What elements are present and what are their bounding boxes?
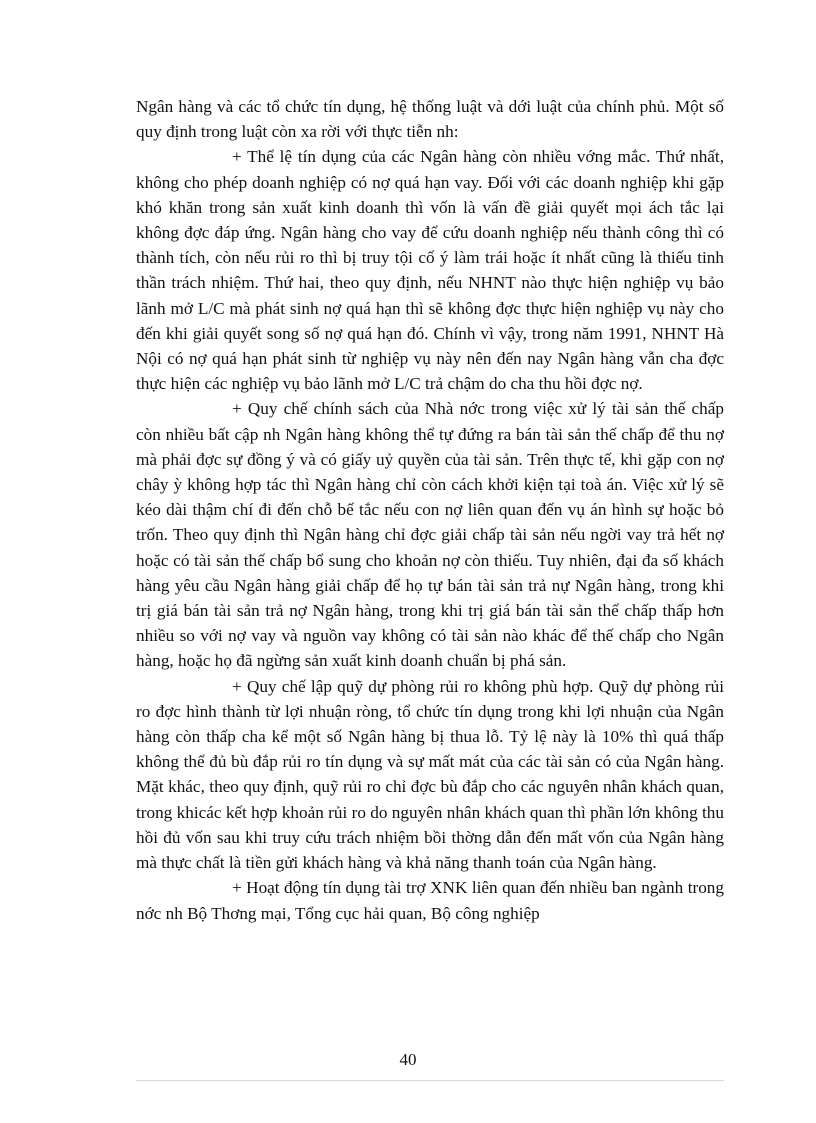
- paragraph-risk-reserve-fund: + Quy chế lập quỹ dự phòng rủi ro không phù hợp. Quỹ dự phòng rủi ro đợc hình thành từ lợi nhuận ròng, tổ chức tín dụng trong khi lợi nhuận của Ngân hàng còn thấp cha kể một số Ngân hàng bị thua lỗ. Tỷ lệ này là 10% thì quá thấp không thể đủ bù đắp rủi ro tín dụng và sự mất mát của các tài sản có của Ngân hàng. Mặt khác, theo quy định, quỹ rủi ro chỉ đợc bù đắp cho các nguyên nhân khách quan, trong khicác kết hợp khoản rủi ro do nguyên nhân khách quan thì phần lớn không thu hồi đủ vốn sau khi truy cứu trách nhiệm bồi thờng dẫn đến mất vốn của Ngân hàng mà thực chất là tiền gửi khách hàng và khả năng thanh toán của Ngân hàng.: [136, 676, 724, 873]
- body-text: [136, 94, 724, 926]
- paragraph-continuation: Ngân hàng và các tổ chức tín dụng, hệ thống luật và dới luật của chính phủ. Một số quy định trong luật còn xa rời với thực tiễn nh:: [136, 97, 724, 142]
- page-number: 40: [399, 1050, 417, 1069]
- paragraph-credit-regulations: + Thể lệ tín dụng của các Ngân hàng còn nhiều vớng mắc. Thứ nhất, không cho phép doanh nghiệp có nợ quá hạn vay. Đối với các doanh nghiệp khi gặp khó khăn trong sản xuất kinh doanh thì vốn là vấn đề giải quyết mọi ách tắc lại không đợc đáp ứng. Ngân hàng cho vay để cứu doanh nghiệp nếu thành công thì có thành tích, còn nếu rủi ro thì bị truy tội cố ý làm trái hoặc ít nhất cũng là thiếu tinh thần trách nhiệm. Thứ hai, theo quy định, nếu NHNT nào thực hiện nghiệp vụ bảo lãnh mở L/C mà phát sinh nợ quá hạn thì sẽ không đợc thực hiện nghiệp vụ này cho đến khi giải quyết song số nợ quá hạn đó. Chính vì vậy, trong năm 1991, NHNT Hà Nội có nợ quá hạn phát sinh từ nghiệp vụ này nên đến nay Ngân hàng vẫn cha đợc thực hiện các nghiệp vụ bảo lãnh mở L/C trả chậm do cha thu hồi đợc nợ.: [136, 147, 724, 394]
- paragraph-collateral-policy: + Quy chế chính sách của Nhà nớc trong việc xử lý tài sản thế chấp còn nhiều bất cập nh Ngân hàng không thể tự đứng ra bán tài sản thế chấp để thu nợ mà phải đợc sự đồng ý và có giấy uỷ quyền của tài sản. Trên thực tế, khi gặp con nợ chây ỳ không hợp tác thì Ngân hàng chỉ còn cách khởi kiện tại toà án. Việc xử lý sẽ kéo dài thậm chí đi đến chỗ bế tắc nếu con nợ liên quan đến vụ án hình sự hoặc bỏ trốn. Theo quy định thì Ngân hàng chỉ đợc giải chấp tài sản nếu ngời vay trả hết nợ hoặc có tài sản thế chấp bổ sung cho khoản nợ còn thiếu. Tuy nhiên, đại đa số khách hàng yêu cầu Ngân hàng giải chấp để họ tự bán tài sản trả nự Ngân hàng, trong khi trị giá bán tài sản trả nợ Ngân hàng, trong khi trị giá bán tài sản thế chấp thấp hơn nhiều so với nợ vay và nguồn vay không có tài sản nào khác để thế chấp cho Ngân hàng, hoặc họ đã ngừng sản xuất kinh doanh chuẩn bị phá sản.: [136, 399, 724, 671]
- footer-divider: [136, 1080, 724, 1081]
- paragraph-trade-finance: + Hoạt động tín dụng tài trợ XNK liên quan đến nhiều ban ngành trong nớc nh Bộ Thơng mại, Tổng cục hải quan, Bộ công nghiệp: [136, 878, 724, 923]
